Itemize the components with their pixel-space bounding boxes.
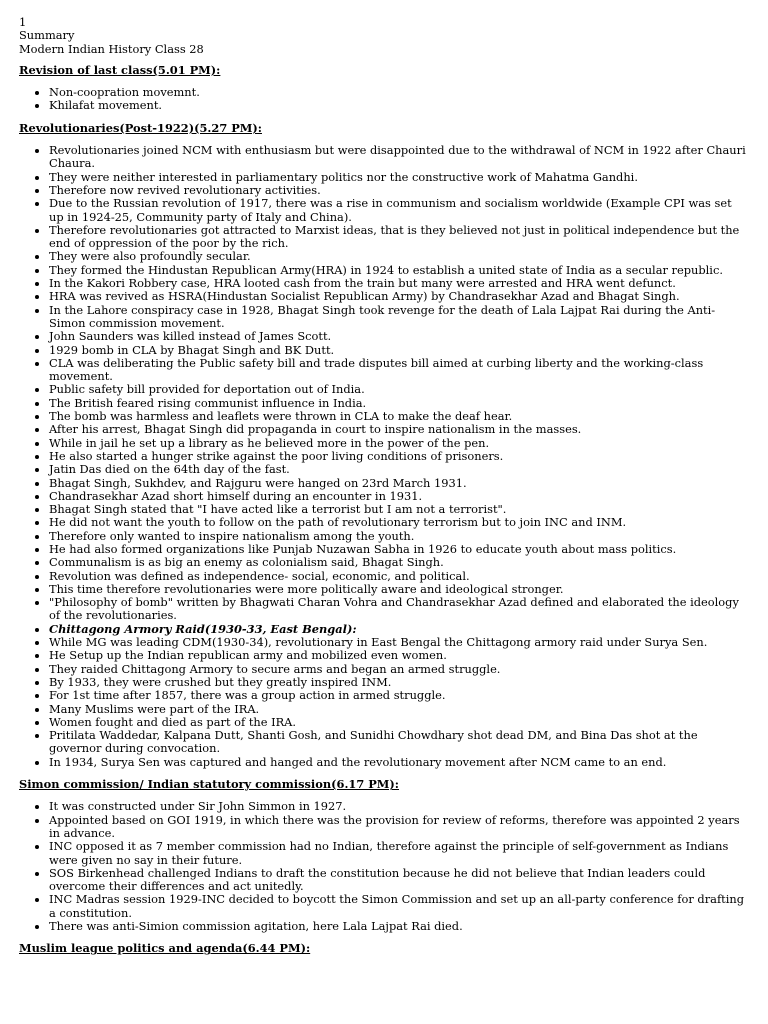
- list-item: • After his arrest, Bhagat Singh did propaganda in court to inspire nationalism in the masses.: [49, 423, 749, 436]
- list-item: • The British feared rising communist influence in India.: [49, 397, 749, 410]
- bullet-list: [19, 86, 749, 113]
- list-item: • He did not want the youth to follow on the path of revolutionary terrorism but to join INC and INM.: [49, 516, 749, 529]
- list-item: • Appointed based on GOI 1919, in which there was the provision for review of reforms, therefore was appointed 2 years in advance.: [49, 814, 749, 841]
- list-item: • In the Kakori Robbery case, HRA looted cash from the train but many were arrested and HRA went defunct.: [49, 277, 749, 290]
- list-item: • Due to the Russian revolution of 1917, there was a rise in communism and socialism worldwide (Example CPI was set up in 1924-25, Community party of Italy and China).: [49, 197, 749, 224]
- list-item: • Therefore revolutionaries got attracted to Marxist ideas, that is they believed not just in political independence but the end of oppression of the poor by the rich.: [49, 224, 749, 251]
- list-item: • Jatin Das died on the 64th day of the fast.: [49, 463, 749, 476]
- list-item: • CLA was deliberating the Public safety bill and trade disputes bill aimed at curbing liberty and the working-class movement.: [49, 357, 749, 384]
- list-item: • There was anti-Simion commission agitation, here Lala Lajpat Rai died.: [49, 920, 749, 933]
- list-item: • Revolution was defined as independence- social, economic, and political.: [49, 570, 749, 583]
- section-heading: Muslim league politics and agenda(6.44 PM):: [19, 941, 311, 956]
- list-item: • Revolutionaries joined NCM with enthusiasm but were disappointed due to the withdrawal of NCM in 1922 after Chauri Chaura.: [49, 144, 749, 171]
- list-item: • Many Muslims were part of the IRA.: [49, 703, 749, 716]
- list-item: • Therefore only wanted to inspire nationalism among the youth.: [49, 530, 749, 543]
- list-item: • HRA was revived as HSRA(Hindustan Socialist Republican Army) by Chandrasekhar Azad and Bhagat Singh.: [49, 290, 749, 303]
- list-item: • While in jail he set up a library as he believed more in the power of the pen.: [49, 437, 749, 450]
- section-heading: Revolutionaries(Post-1922)(5.27 PM):: [19, 120, 262, 135]
- list-item: • Therefore now revived revolutionary activities.: [49, 184, 749, 197]
- bullet-list: [19, 144, 749, 769]
- list-item: • John Saunders was killed instead of James Scott.: [49, 330, 749, 343]
- list-item: • For 1st time after 1857, there was a group action in armed struggle.: [49, 689, 749, 702]
- list-item: • SOS Birkenhead challenged Indians to draft the constitution because he did not believe that Indian leaders could overcome their differences and act unitedly.: [49, 867, 749, 894]
- list-item: • Communalism is as big an enemy as colonialism said, Bhagat Singh.: [49, 556, 749, 569]
- list-item: • In 1934, Surya Sen was captured and hanged and the revolutionary movement after NCM came to an end.: [49, 756, 749, 769]
- list-item: • In the Lahore conspiracy case in 1928, Bhagat Singh took revenge for the death of Lala Lajpat Rai during the Anti-Simon commission movement.: [49, 304, 749, 331]
- list-item: • By 1933, they were crushed but they greatly inspired INM.: [49, 676, 749, 689]
- list-item: • Khilafat movement.: [49, 99, 749, 112]
- list-item: • He also started a hunger strike against the poor living conditions of prisoners.: [49, 450, 749, 463]
- document-title: Modern Indian History Class 28: [19, 41, 204, 56]
- list-item: • He had also formed organizations like Punjab Nuzawan Sabha in 1926 to educate youth about mass politics.: [49, 543, 749, 556]
- bullet-list: [19, 800, 749, 933]
- list-item: • INC Madras session 1929-INC decided to boycott the Simon Commission and set up an all-party conference for drafting a constitution.: [49, 893, 749, 920]
- list-item: • It was constructed under Sir John Simmon in 1927.: [49, 800, 749, 813]
- list-item: • Public safety bill provided for deportation out of India.: [49, 383, 749, 396]
- list-item: • Chandrasekhar Azad short himself during an encounter in 1931.: [49, 490, 749, 503]
- list-item: • He Setup up the Indian republican army and mobilized even women.: [49, 649, 749, 662]
- list-item: • Non-coopration movemnt.: [49, 86, 749, 99]
- list-item: • They were also profoundly secular.: [49, 250, 749, 263]
- list-item: • The bomb was harmless and leaflets were thrown in CLA to make the deaf hear.: [49, 410, 749, 423]
- list-item: • Bhagat Singh stated that "I have acted like a terrorist but I am not a terrorist".: [49, 503, 749, 516]
- section-heading: Simon commission/ Indian statutory commission(6.17 PM):: [19, 777, 400, 792]
- summary-label: Summary: [19, 28, 75, 43]
- list-item: • While MG was leading CDM(1930-34), revolutionary in East Bengal the Chittagong armory raid under Surya Sen.: [49, 636, 749, 649]
- list-item: • Pritilata Waddedar, Kalpana Dutt, Shanti Gosh, and Sunidhi Chowdhary shot dead DM, and Bina Das shot at the governor during convocation.: [49, 729, 749, 756]
- list-item: • Bhagat Singh, Sukhdev, and Rajguru were hanged on 23rd March 1931.: [49, 477, 749, 490]
- list-item: • They raided Chittagong Armory to secure arms and began an armed struggle.: [49, 663, 749, 676]
- list-item: • "Philosophy of bomb" written by Bhagwati Charan Vohra and Chandrasekhar Azad defined and elaborated the ideology of the revolutionaries.: [49, 596, 749, 623]
- list-item: • Women fought and died as part of the IRA.: [49, 716, 749, 729]
- list-item: • INC opposed it as 7 member commission had no Indian, therefore against the principle of self-government as Indians were given no say in their future.: [49, 840, 749, 867]
- list-item: • They were neither interested in parliamentary politics nor the constructive work of Mahatma Gandhi.: [49, 171, 749, 184]
- list-item: • 1929 bomb in CLA by Bhagat Singh and BK Dutt.: [49, 344, 749, 357]
- section-heading: Revision of last class(5.01 PM):: [19, 62, 221, 77]
- list-item: • They formed the Hindustan Republican Army(HRA) in 1924 to establish a united state of India as a secular republic.: [49, 264, 749, 277]
- list-item: • Chittagong Armory Raid(1930-33, East Bengal):: [49, 623, 749, 636]
- list-item: • This time therefore revolutionaries were more politically aware and ideological stronger.: [49, 583, 749, 596]
- sections-container: [19, 64, 749, 956]
- page-number: 1: [19, 15, 27, 29]
